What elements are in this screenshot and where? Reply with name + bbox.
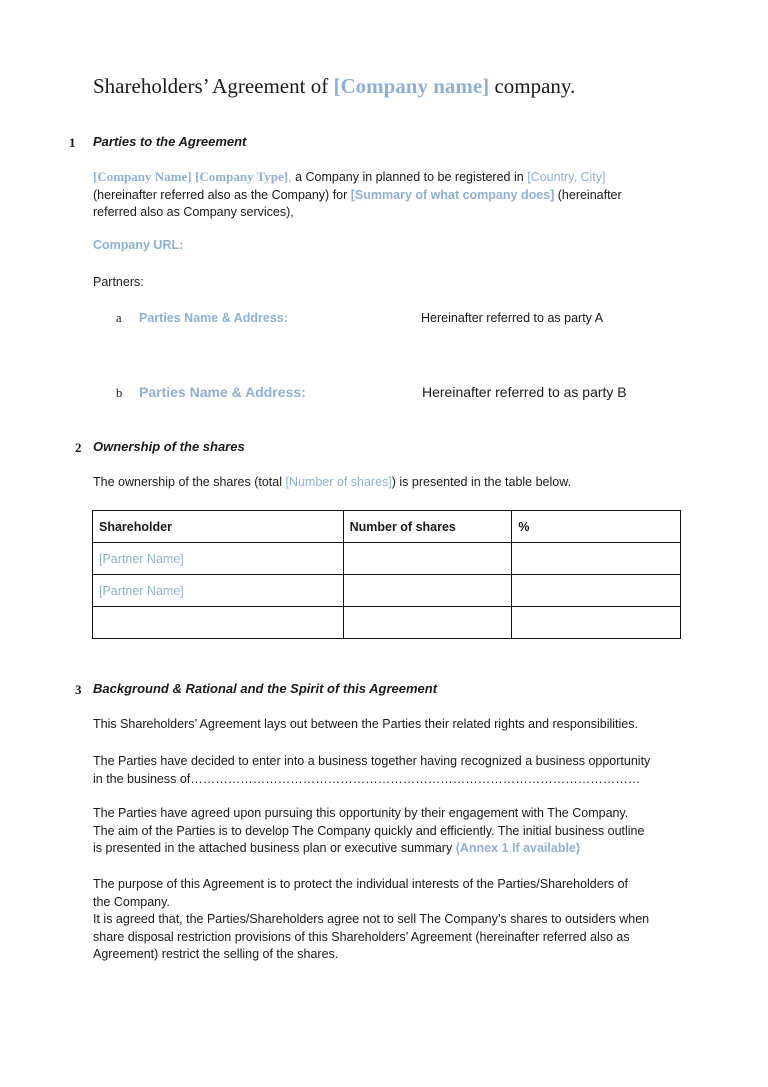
partner-b-referred: Hereinafter referred to as party B bbox=[422, 384, 627, 400]
section-2-number: 2 bbox=[75, 440, 82, 455]
title-prefix: Shareholders’ Agreement of bbox=[93, 74, 334, 98]
table-row bbox=[93, 607, 681, 639]
cell-percent[interactable] bbox=[512, 543, 681, 575]
table-row bbox=[93, 543, 681, 575]
partner-b-mark: b bbox=[116, 386, 123, 400]
section-3-paragraph-2: The Parties have decided to enter into a business together having recognized a business opportunity in the business of……………………………………………………………………………………………… bbox=[93, 754, 651, 786]
section-1-number: 1 bbox=[69, 135, 76, 150]
cell-number-of-shares[interactable] bbox=[343, 607, 512, 639]
section-1-intro: [Company Name] [Company Type], a Company in planned to be registered in [Country, City] (hereinafter referred also as the Company) for [Summary of what company does] (hereinafter referred also as Company services), bbox=[93, 169, 622, 219]
cell-shareholder[interactable] bbox=[93, 607, 344, 639]
title-company-placeholder: [Company name] bbox=[333, 74, 490, 98]
header-shareholder: Shareholder bbox=[93, 511, 344, 543]
section-3-number: 3 bbox=[75, 682, 82, 697]
company-name-placeholder: [Company Name] bbox=[93, 169, 192, 184]
cell-number-of-shares[interactable] bbox=[343, 575, 512, 607]
cell-percent[interactable] bbox=[512, 607, 681, 639]
document-title bbox=[93, 74, 575, 99]
cell-shareholder[interactable]: [Partner Name] bbox=[93, 543, 344, 575]
number-of-shares-placeholder: [Number of shares] bbox=[285, 475, 392, 489]
section-1-heading: Parties to the Agreement bbox=[93, 134, 247, 149]
partner-a-mark: a bbox=[116, 311, 122, 325]
company-summary-placeholder: [Summary of what company does] bbox=[350, 187, 555, 202]
cell-shareholder[interactable]: [Partner Name] bbox=[93, 575, 344, 607]
header-number-of-shares: Number of shares bbox=[343, 511, 512, 543]
section-2-heading: Ownership of the shares bbox=[93, 439, 245, 454]
annex-placeholder: (Annex 1 If available) bbox=[455, 841, 581, 855]
header-percent: % bbox=[512, 511, 681, 543]
partner-b-name-label: Parties Name & Address: bbox=[139, 384, 306, 400]
partner-a-referred: Hereinafter referred to as party A bbox=[421, 311, 604, 325]
cell-number-of-shares[interactable] bbox=[343, 543, 512, 575]
section-3-heading: Background & Rational and the Spirit of this Agreement bbox=[93, 681, 438, 696]
shares-table bbox=[92, 510, 681, 639]
table-header-row bbox=[93, 511, 681, 543]
title-suffix: company. bbox=[489, 74, 576, 98]
section-3-paragraph-4: The purpose of this Agreement is to protect the individual interests of the Parties/Shareholders of the Company. It is agreed that, the Parties/Shareholders agree not to sell The Company’s shares to outsiders when share disposal restriction provisions of this Shareholders’ Agreement (hereinafter referred also as Agreement) restrict the selling of the shares. bbox=[93, 877, 650, 961]
partner-a-name-label: Parties Name & Address: bbox=[139, 311, 288, 325]
cell-percent[interactable] bbox=[512, 575, 681, 607]
section-3-paragraph-3: The Parties have agreed upon pursuing this opportunity by their engagement with The Company. The aim of the Parties is to develop The Company quickly and efficiently. The initial business outline is presented in the attached business plan or executive summary (Annex 1 If available) bbox=[93, 806, 645, 855]
company-url-label: Company URL: bbox=[93, 238, 184, 252]
section-2-intro: The ownership of the shares (total [Number of shares]) is presented in the table below. bbox=[93, 475, 572, 489]
partners-label: Partners: bbox=[93, 275, 144, 289]
country-city-placeholder: [Country, City] bbox=[527, 170, 606, 184]
table-row bbox=[93, 575, 681, 607]
company-type-placeholder: [Company Type] bbox=[195, 169, 289, 184]
section-3-paragraph-1: This Shareholders’ Agreement lays out between the Parties their related rights and responsibilities. bbox=[93, 717, 638, 731]
